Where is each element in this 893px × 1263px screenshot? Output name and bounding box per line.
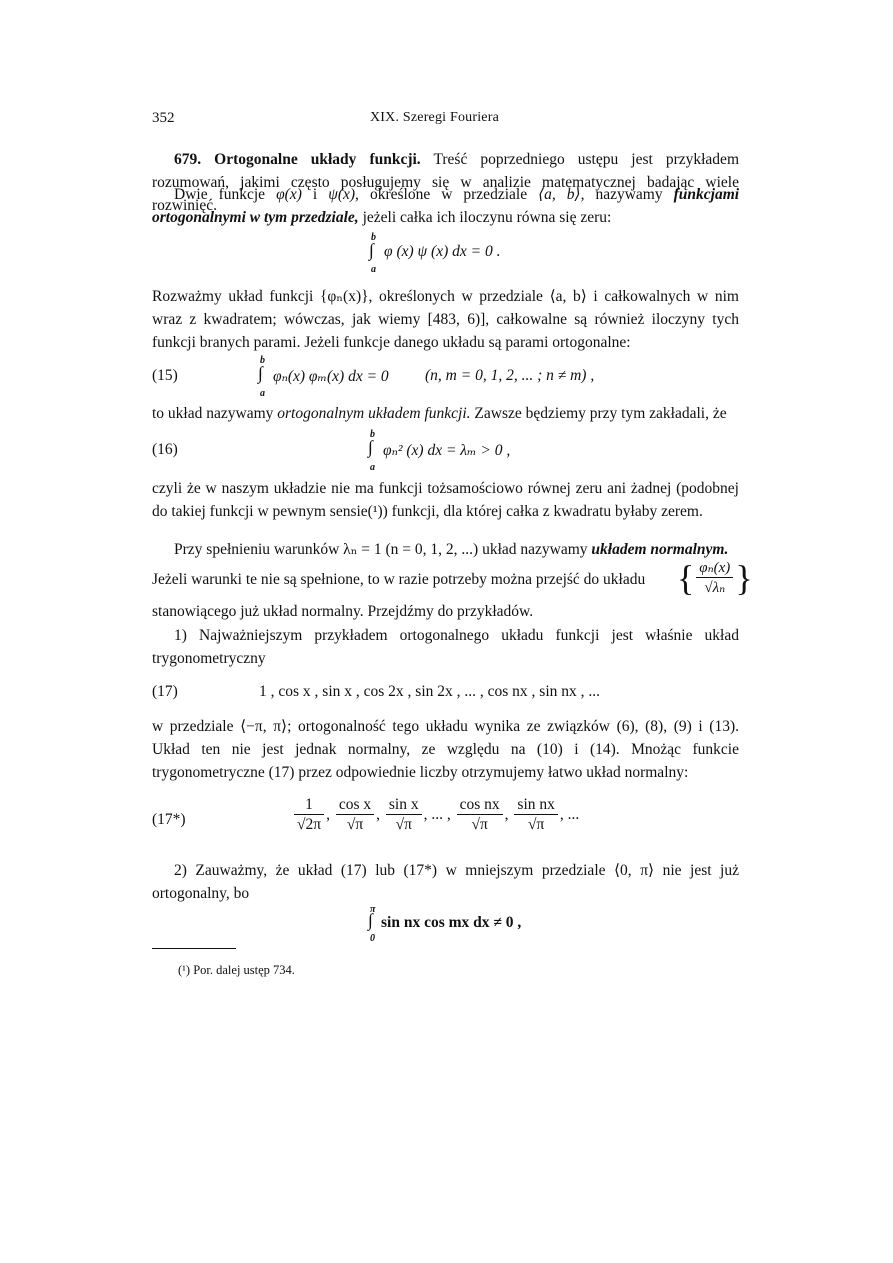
paragraph-example-2: 2) Zauważmy, że układ (17) lub (17*) w mniejszym przedziale ⟨0, π⟩ nie jest już ortogonalny, bo — [152, 862, 739, 902]
paragraph-function-system: Rozważmy układ funkcji {φₙ(x)}, określonych w przedziale ⟨a, b⟩ i całkowalnych w nim wraz z kwadratem; wówczas, jak wiemy [483, 6)], całkowalne są również iloczyny tych funkcji branych parami. Jeżeli funkcje danego układu są parami ortogonalne: — [152, 288, 739, 351]
running-title: XIX. Szeregi Fouriera — [370, 110, 499, 125]
document-page: 352 XIX. Szeregi Fouriera 679. Ortogonalne układy funkcji. Treść poprzedniego ustępu jest przykładem rozumowań, jakimi często posługujemy się w analizie matematycznej badając wiele rozwinięć. Dwie funkcje φ(x) i ψ(x), określone w przedziale ⟨a, b⟩, nazywamy funkcjami ortogonalnymi w tym przedziale, jeżeli całka ich iloczynu równa się zeru: b ∫ a φ (x) ψ (x) dx = 0 . Rozważmy układ funkcji {φₙ(x)}, określonych w przedziale ⟨a, b⟩ i całkowalnych w nim wraz z kwadratem; wówczas, jak wiemy [483, 6)], całkowalne są również iloczyny tych funkcji branych parami. Jeżeli funkcje danego układu są parami ortogonalne: (15) b ∫ a φₙ(x) φₘ(x) dx = 0 (n, m = 0, 1, 2, ... ; n ≠ m) , to układ nazywamy ortogonalnym układem funkcji. Zawsze będziemy przy tym zakładali, że (16) b ∫ a φₙ² (x) dx = λₘ > 0 , czyli że w naszym układzie nie ma funkcji tożsamościowo równej zeru ani żadnej (podobnej do takiej funkcji w pewnym sensie(¹)) funkcji, dla której całka z kwadratu byłaby zerem. Przy spełnieniu warunków λₙ = 1 (n = 0, 1, 2, ...) układ nazywamy układem normalnym. Jeżeli warunki te nie są spełnione, to w razie potrzeby można przejść do układu { $\frac{\text{φₙ(x)}}{\text{√λₙ}}$ } stanowiącego już układ normalny. Przejdźmy do przykładów. 1) Najważniejszym przykładem ortogonalnego układu funkcji jest właśnie układ trygonometryczny (17) 1 , cos x , sin x , cos 2x , sin 2x , ... , cos nx , sin nx , ... w przedziale ⟨−π, π⟩; ortogonalność tego układu wynika ze związków (6), (8), (9) i (13). Układ ten nie jest jednak normalny, ze względu na (10) i (14). Mnożąc funkcie trygonometryczne (17) przez odpowiednie liczby otrzymujemy łatwo układ normalny: (17*) $\frac{1}{√2\pi}$ , $\frac{\text{cos x}}{√\pi}$ , $\frac{\text{sin x}}{√\pi}$ , ... , $\frac{\text{cos nx}}{√\pi}$ , $\frac{\text{sin nx}}{√\pi}$ , ... 2) Zauważmy, że układ (17) lub (17*) w mniejszym przedziale ⟨0, π⟩ nie jest już ortogonalny, bo π ∫ 0 sin nx cos mx dx ≠ 0 , (¹) Por. dalej ustęp 734. — [152, 110, 753, 977]
paragraph-trig-orthogonality: w przedziale ⟨−π, π⟩; ortogonalność tego układu wynika ze związków (6), (8), (9) i (13). Układ ten nie jest jednak normalny, ze względu na (10) i (14). Mnożąc funkcie trygonometryczne (17) przez odpowiednie liczby otrzymujemy łatwo układ normalny: — [152, 718, 739, 781]
paragraph-normal-system: Przy spełnieniu warunków λₙ = 1 (n = 0, 1, 2, ...) układ nazywamy układem normalnym. — [174, 541, 729, 558]
paragraph-example-1: 1) Najważniejszym przykładem ortogonalnego układu funkcji jest właśnie układ trygonometryczny — [152, 627, 739, 667]
footnote-rule — [152, 948, 236, 949]
paragraph-orthogonal-definition: Dwie funkcje φ(x) i ψ(x), określone w przedziale ⟨a, b⟩, nazywamy funkcjami ortogonalnymi w tym przedziale, jeżeli całka ich iloczynu równa się zeru: — [152, 186, 740, 226]
paragraph-nonzero-condition: czyli że w naszym układzie nie ma funkcji tożsamościowo równej zeru ani żadnej (podobnej do takiej funkcji w pewnym sensie(¹)) funkcji, dla której całka z kwadratu byłaby zerem. — [152, 480, 739, 520]
paragraph-normal-transition: Jeżeli warunki te nie są spełnione, to w razie potrzeby można przejść do układu — [152, 571, 646, 588]
page-number: 352 — [152, 110, 175, 126]
section-title: Ortogonalne układy funkcji. — [214, 151, 421, 168]
defined-term: układem normalnym. — [591, 541, 729, 558]
defined-term: ortogonalnym układem funkcji. — [277, 405, 471, 422]
intro-text: Treść poprzedniego ustępu jest przykładem rozumowań, jakimi często posługujemy się w analizie matematycznej badając wiele rozwinięć. — [152, 151, 739, 214]
footnote: (¹) Por. dalej ustęp 734. — [178, 963, 295, 977]
normalized-system-fraction: { $\frac{\text{φₙ(x)}}{\text{√λₙ}}$ } — [677, 558, 753, 598]
section-number: 679. — [174, 151, 202, 168]
paragraph-normal-conclusion: stanowiącego już układ normalny. Przejdźmy do przykładów. — [152, 603, 534, 620]
paragraph-orthogonal-system: to układ nazywamy ortogonalnym układem funkcji. Zawsze będziemy przy tym zakładali, że — [152, 405, 727, 422]
defined-term: funkcjami ortogonalnymi w tym przedziale, — [152, 186, 740, 226]
